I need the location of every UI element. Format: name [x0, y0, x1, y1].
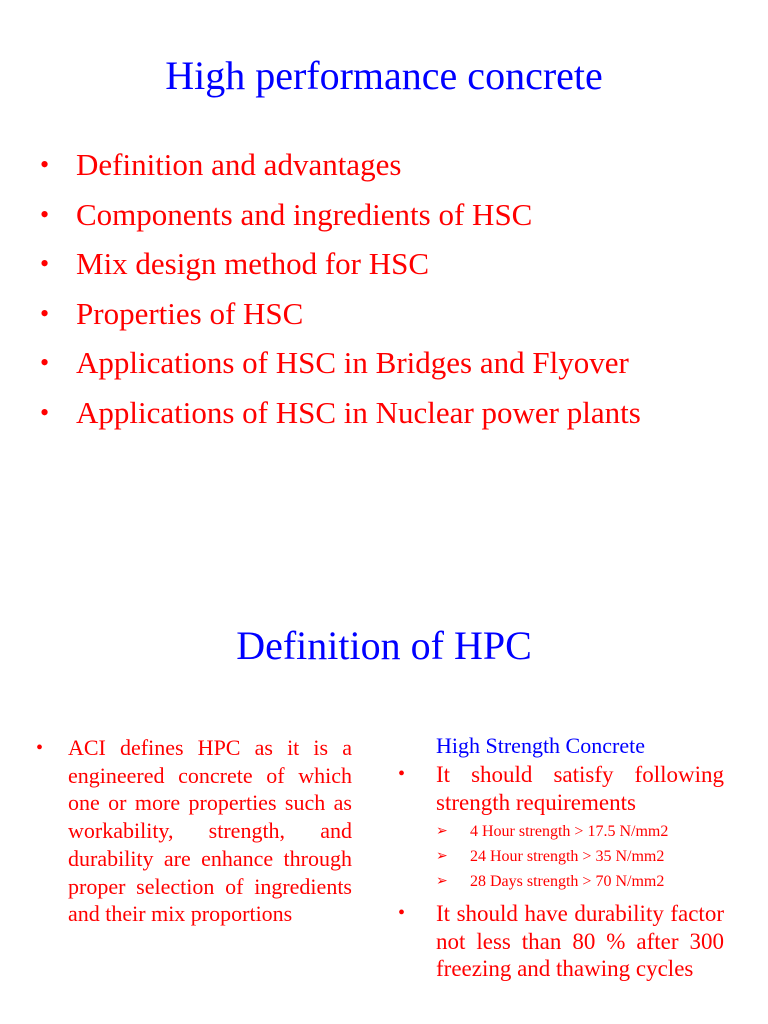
bullet-icon: •	[398, 902, 406, 924]
list-item-label: Applications of HSC in Nuclear power plants	[76, 394, 641, 430]
requirement-item	[398, 761, 724, 816]
bullet-icon: •	[36, 737, 44, 759]
list-item	[40, 239, 641, 289]
aci-definition	[36, 734, 352, 928]
list-item	[40, 190, 641, 240]
definition-text: ACI defines HPC as it is a engineered concrete of which one or more properties such as workability, strength, and durability are enhance through proper selection of ingredients and their mix proportions	[68, 735, 352, 927]
list-item-label: Properties of HSC	[76, 295, 304, 331]
arrow-bullet-icon: ➢	[436, 874, 448, 889]
bullet-icon: •	[40, 150, 50, 179]
arrow-bullet-icon: ➢	[436, 849, 448, 864]
slide-definition-of-hpc	[0, 512, 768, 1024]
sub-list-item	[436, 819, 724, 844]
bullet-icon: •	[40, 397, 50, 427]
slide-title: High performance concrete	[165, 53, 603, 98]
list-item-label: Mix design method for HSC	[76, 246, 430, 281]
list-item	[40, 289, 641, 339]
bullet-icon: •	[40, 199, 50, 229]
list-item	[40, 388, 641, 438]
requirement-text: It should satisfy following strength requirements	[436, 762, 724, 815]
list-item	[40, 140, 641, 190]
list-item-label: Definition and advantages	[76, 147, 402, 182]
bullet-icon: •	[40, 348, 50, 377]
bullet-icon: •	[40, 249, 50, 278]
sub-list-item-label: 4 Hour strength > 17.5 N/mm2	[470, 823, 669, 840]
section-heading: High Strength Concrete	[436, 733, 645, 758]
sub-list-item-label: 28 Days strength > 70 N/mm2	[470, 873, 665, 890]
bullet-icon: •	[40, 298, 50, 328]
sub-list-item	[436, 844, 724, 869]
bullet-icon: •	[398, 763, 406, 785]
requirement-item	[398, 900, 724, 983]
slide-title: Definition of HPC	[236, 623, 532, 668]
list-item-label: Components and ingredients of HSC	[76, 196, 533, 232]
arrow-bullet-icon: ➢	[436, 824, 448, 839]
list-item-label: Applications of HSC in Bridges and Flyover	[76, 345, 629, 380]
requirement-text: It should have durability factor not less than 80 % after 300 freezing and thawing cycles	[436, 901, 724, 981]
sub-list-item-label: 24 Hour strength > 35 N/mm2	[470, 848, 665, 865]
strength-requirements	[436, 819, 724, 894]
sub-list-item	[436, 869, 724, 894]
high-strength-concrete-section	[398, 733, 724, 983]
list-item	[40, 338, 641, 388]
topic-list	[40, 140, 641, 437]
